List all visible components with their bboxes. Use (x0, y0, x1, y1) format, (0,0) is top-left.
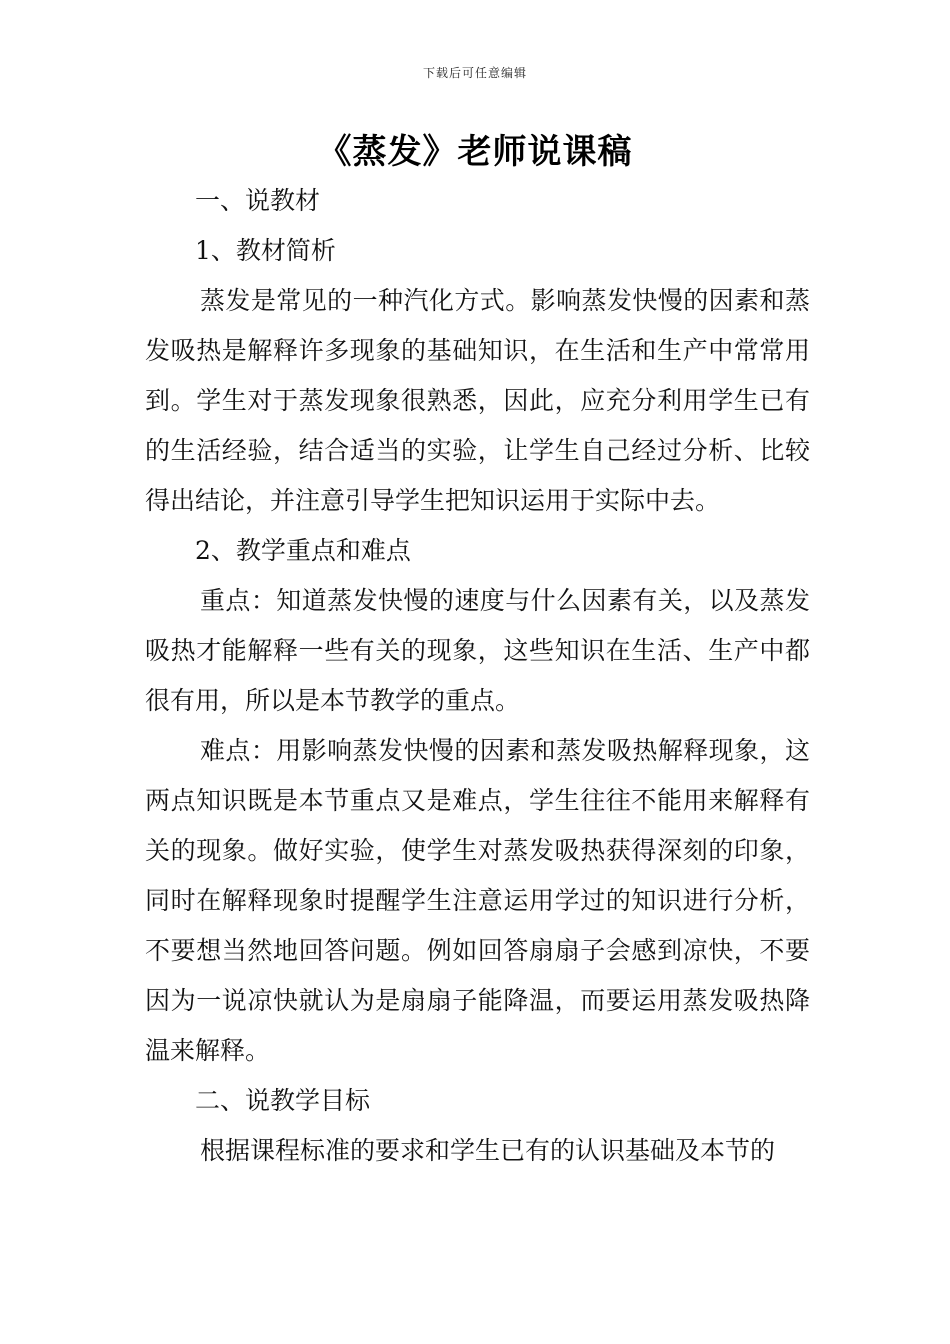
document-body (145, 176, 810, 1176)
paragraph-teaching-goals: 根据课程标准的要求和学生已有的认识基础及本节的 (200, 1136, 776, 1165)
subheading-key-points: 2、教学重点和难点 (195, 536, 411, 565)
paragraph-key-points: 重点：知道蒸发快慢的速度与什么因素有关，以及蒸发吸热才能解释一些有关的现象，这些知识在生活、生产中都很有用，所以是本节教学的重点。 (145, 586, 810, 715)
section-heading-teaching-goals: 二、说教学目标 (195, 1086, 371, 1115)
paragraph-material-analysis: 蒸发是常见的一种汽化方式。影响蒸发快慢的因素和蒸发吸热是解释许多现象的基础知识，在生活和生产中常常用到。学生对于蒸发现象很熟悉，因此，应充分利用学生已有的生活经验，结合适当的实验，让学生自己经过分析、比较得出结论，并注意引导学生把知识运用于实际中去。 (145, 286, 810, 515)
subheading-material-analysis: 1、教材简析 (195, 236, 336, 265)
paragraph-difficulties: 难点：用影响蒸发快慢的因素和蒸发吸热解释现象，这两点知识既是本节重点又是难点，学生往往不能用来解释有关的现象。做好实验，使学生对蒸发吸热获得深刻的印象，同时在解释现象时提醒学生注意运用学过的知识进行分析，不要想当然地回答问题。例如回答扇扇子会感到凉快，不要因为一说凉快就认为是扇扇子能降温，而要运用蒸发吸热降温来解释。 (145, 736, 810, 1065)
header-note: 下载后可任意编辑 (422, 66, 527, 80)
section-heading-teaching-material: 一、说教材 (195, 186, 321, 215)
page-title: 《蒸发》老师说课稿 (317, 132, 633, 172)
